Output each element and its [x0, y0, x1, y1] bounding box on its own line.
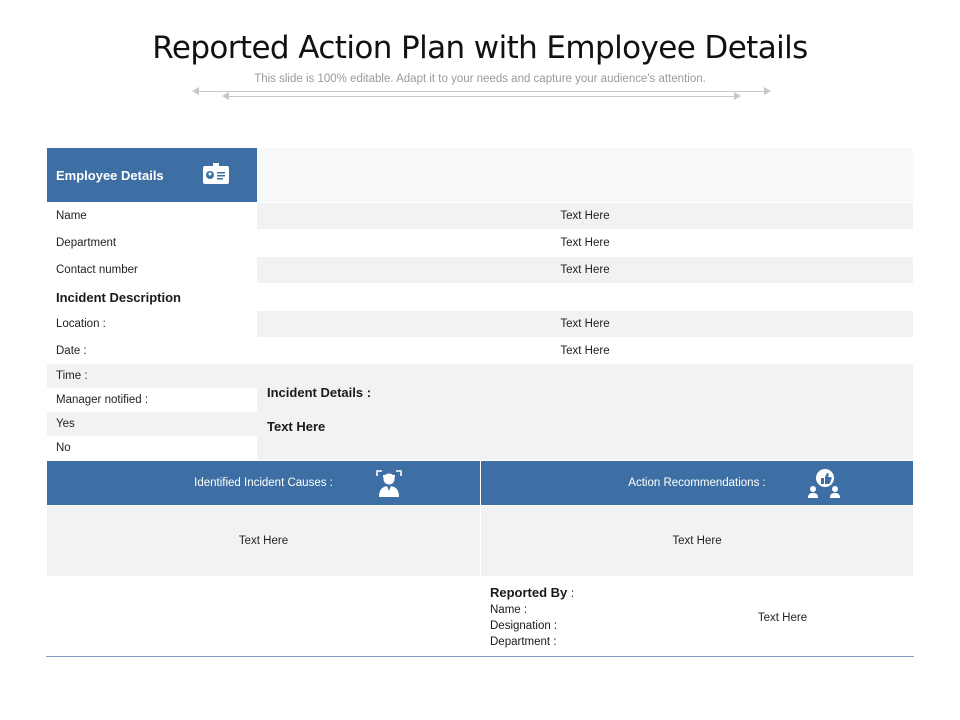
action-recommendations-header	[481, 461, 913, 505]
incident-no-label: No	[56, 442, 71, 454]
reported-by-block	[490, 585, 690, 650]
incident-row-date-value: Text Here	[560, 345, 610, 357]
incident-causes-header	[47, 461, 480, 505]
incident-manager-notified-label: Manager notified :	[56, 394, 149, 406]
worker-icon	[375, 469, 403, 502]
incident-details-label: Incident Details :	[267, 385, 372, 400]
employee-row-contact-value: Text Here	[257, 257, 913, 283]
reported-by-header: Reported By :	[490, 585, 575, 600]
employee-header-blank	[257, 148, 913, 202]
employee-row-name-label: Name	[56, 210, 87, 222]
reported-by-value: Text Here	[757, 612, 808, 624]
incident-row-location-value: Text Here	[257, 311, 913, 337]
incident-details-value: Text Here	[267, 419, 326, 434]
reported-by-designation-label: Designation :	[490, 620, 558, 632]
employee-row-department-value: Text Here	[560, 237, 610, 249]
incident-time-label: Time :	[47, 364, 257, 388]
team-thumbs-up-icon	[807, 468, 841, 503]
incident-causes-value: Text Here	[47, 506, 480, 576]
employee-row-department-label: Department	[56, 237, 117, 249]
incident-row-location-label: Location :	[56, 318, 106, 330]
incident-details-panel	[257, 364, 913, 460]
page-title: Reported Action Plan with Employee Details	[152, 30, 808, 66]
employee-row-name-value: Text Here	[257, 203, 913, 229]
reported-by-department-label: Department :	[490, 636, 557, 648]
incident-causes-title: Identified Incident Causes :	[194, 477, 333, 489]
reported-by-name-label: Name :	[490, 604, 528, 616]
bottom-divider	[46, 656, 914, 657]
incident-description-header: Incident Description	[56, 289, 181, 305]
employee-details-header	[47, 148, 257, 202]
employee-details-title: Employee Details	[56, 167, 164, 183]
id-card-icon	[202, 163, 230, 190]
incident-row-date-label: Date :	[56, 345, 87, 357]
action-recommendations-title: Action Recommendations :	[628, 477, 766, 489]
action-recommendations-value: Text Here	[481, 506, 913, 576]
employee-row-contact-label: Contact number	[56, 264, 138, 276]
page-subtitle: This slide is 100% editable. Adapt it to your needs and capture your audience's attention.	[254, 73, 706, 85]
incident-yes-label: Yes	[47, 412, 257, 436]
